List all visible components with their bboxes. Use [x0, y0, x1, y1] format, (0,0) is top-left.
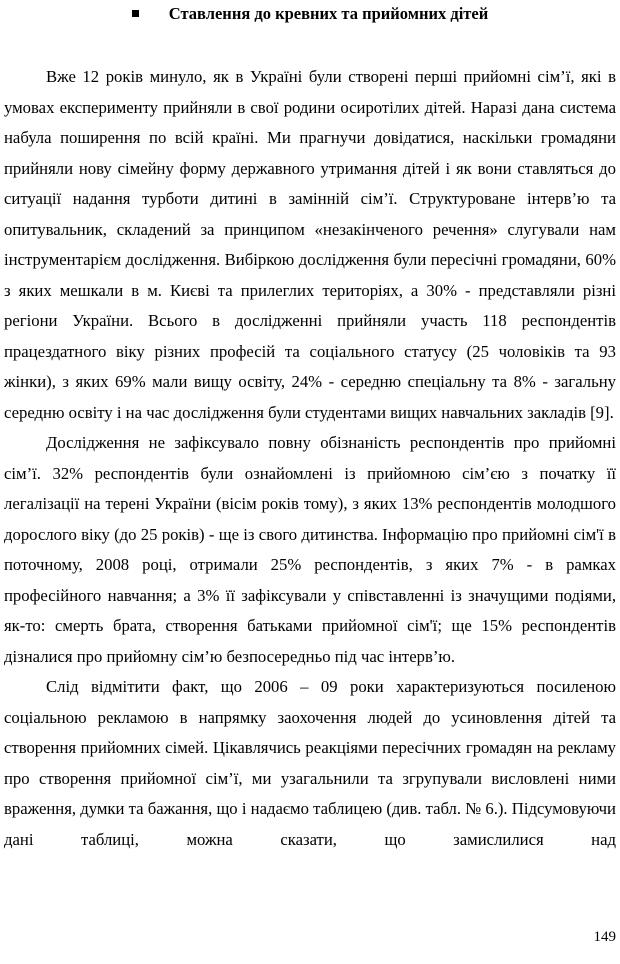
body-text [4, 62, 616, 855]
paragraph-1: Вже 12 років минуло, як в Україні були створені перші прийомні сім’ї, які в умовах експерименту прийняли в свої родини осиротілих дітей. Наразі дана система набула поширення по всій країні. Ми прагнучи довідатися, наскільки громадяни прийняли нову сімейну форму державного утримання дітей і як вони ставляться до ситуації надання турботи дитині в замінній сім’ї. Структуроване інтерв’ю та опитувальник, складений за принципом «незакінченого речення» слугували нам інструментарієм дослідження. Вибіркою дослідження були пересічні громадяни, 60% з яких мешкали в м. Києві та прилеглих територіях, а 30% - представляли різні регіони України. Всього в дослідженні прийняли участь 118 респондентів працездатного віку різних професій та соціального статусу (25 чоловіків та 93 жінки), з яких 69% мали вищу освіту, 24% - середню спеціальну та 8% - загальну середню освіту і на час дослідження були студентами вищих навчальних закладів [9]. [4, 67, 616, 422]
page-number: 149 [593, 929, 616, 945]
black-square-bullet-icon [132, 10, 139, 17]
paragraph-2: Дослідження не зафіксувало повну обізнаність респондентів про прийомні сім’ї. 32% респондентів були ознайомлені із прийомною сім’єю з початку її легалізації на терені України (вісім років тому), з яких 13% респондентів молодшого дорослого віку (до 25 років) - ще із свого дитинства. Інформацію про прийомні сім'ї в поточному, 2008 році, отримали 25% респондентів, з яких 7% - в рамках професійного навчання; а 3% її зафіксували у співставленні із значущими подіями, як-то: смерть брата, створення батьками прийомної сім'ї; ще 15% респондентів дізналися про прийомну сім’ю безпосередньо під час інтерв’ю. [4, 433, 616, 666]
section-heading [0, 4, 620, 24]
section-heading-title: Ставлення до кревних та прийомних дітей [168, 4, 489, 23]
paragraph-3: Слід відмітити факт, що 2006 – 09 роки характеризуються посиленою соціальною рекламою в напрямку заохочення людей до усиновлення дітей та створення прийомних сімей. Цікавлячись реакціями пересічних громадян на рекламу про створення прийомної сім’ї, ми узагальнили та згрупували висловлені ними враження, думки та бажання, що і надаємо таблицею (див. табл. № 6.). Підсумовуючи дані таблиці, можна сказати, що замислилися над [4, 677, 616, 849]
